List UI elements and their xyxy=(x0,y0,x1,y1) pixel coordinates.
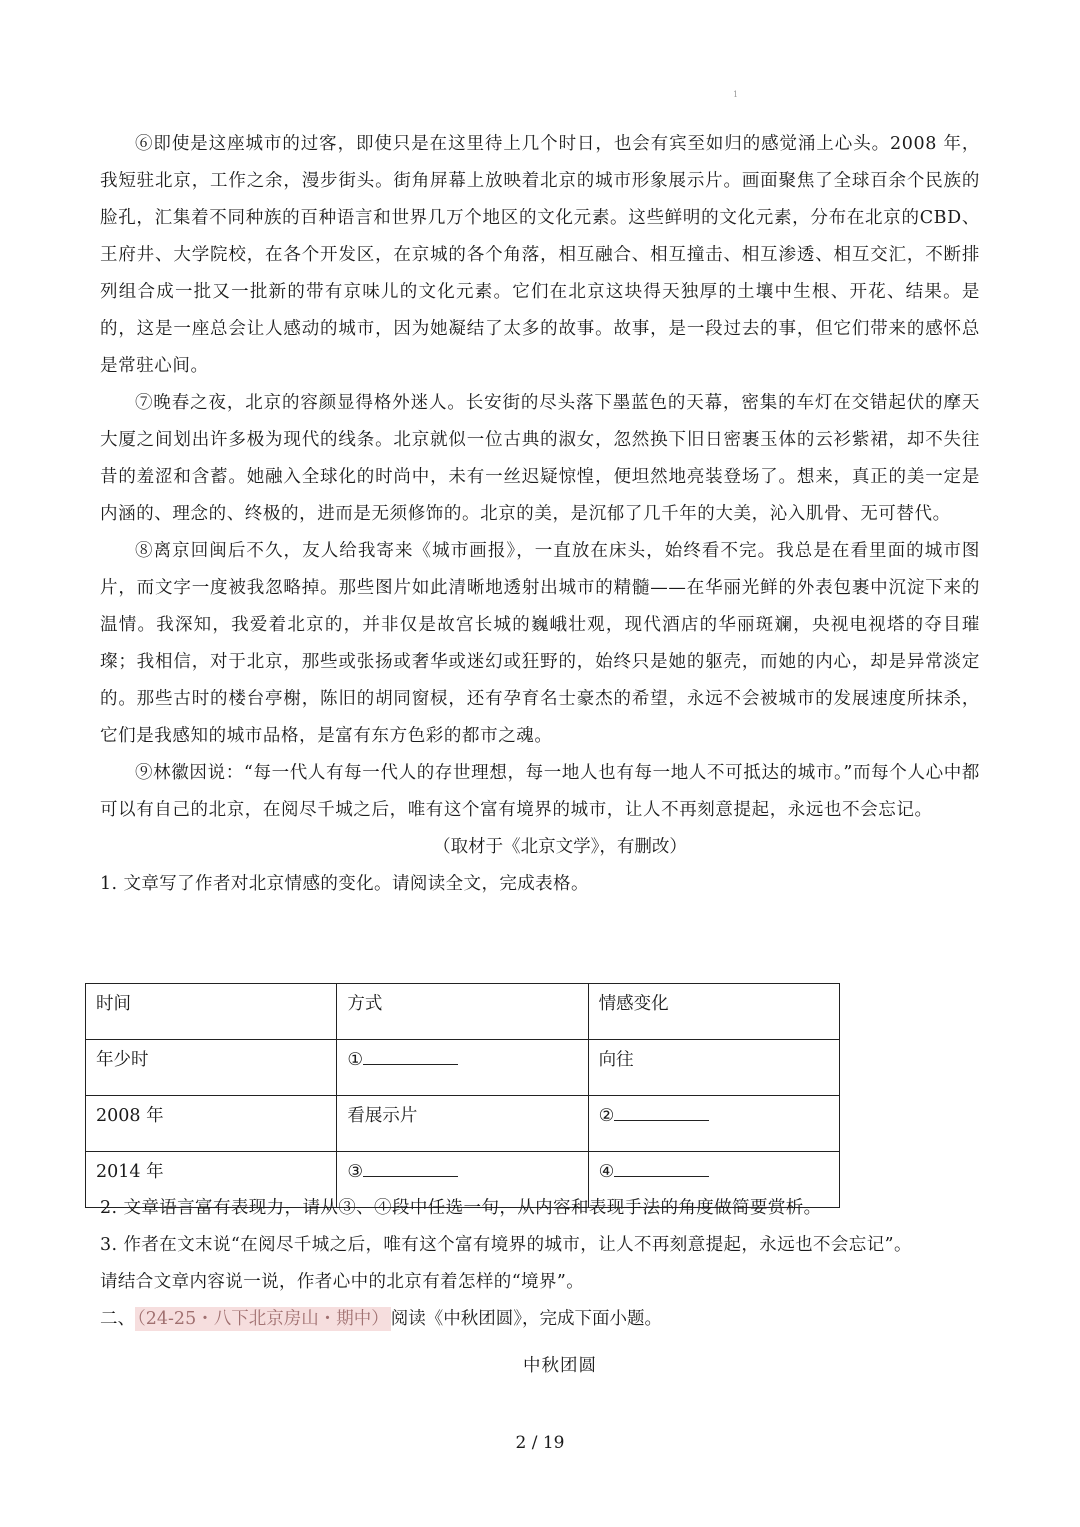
blank-line xyxy=(363,1158,458,1177)
question-2: 2. 文章语言富有表现力，请从③、④段中任选一句，从内容和表现手法的角度做简要赏析。 xyxy=(100,1198,822,1218)
answer-blank-cell[interactable] xyxy=(588,1096,839,1152)
section-instruction: 阅读《中秋团圆》，完成下面小题。 xyxy=(390,1309,662,1329)
paragraph-9: ⑨林徽因说：“每一代人有每一代人的存世理想，每一地人也有每一地人不可抵达的城市。”而每个人心中都可以有自己的北京，在阅尽千城之后，唯有这个富有境界的城市，让人不再刻意提起，永远也不会忘记。 xyxy=(100,763,980,820)
table-cell: 看展示片 xyxy=(337,1096,588,1152)
question-3-continued: 请结合文章内容说一说，作者心中的北京有着怎样的“境界”。 xyxy=(100,1272,585,1292)
table-header-cell: 时间 xyxy=(86,984,337,1040)
blank-marker: ① xyxy=(347,1050,364,1070)
story-title: 中秋团圆 xyxy=(523,1356,597,1376)
table-header-cell: 方式 xyxy=(337,984,588,1040)
questions-section xyxy=(100,1190,1000,1377)
answer-blank-cell[interactable] xyxy=(337,1040,588,1096)
paragraph-6: ⑥即使是这座城市的过客，即使只是在这里待上几个时日，也会有宾至如归的感觉涌上心头。2008 年，我短驻北京，工作之余，漫步街头。街角屏幕上放映着北京的城市形象展示片。画面聚焦了全球百余个民族的脸孔，汇集着不同种族的百种语言和世界几万个地区的文化元素。这些鲜明的文化元素，分布在北京的CBD、王府井、大学院校，在各个开发区，在京城的各个角落，相互融合、相互撞击、相互渗透、相互交汇，不断排列组合成一批又一批新的带有京味儿的文化元素。它们在北京这块得天独厚的土壤中生根、开花、结果。是的，这是一座总会让人感动的城市，因为她凝结了太多的故事。故事，是一段过去的事，但它们带来的感怀总是常驻心间。 xyxy=(100,134,980,376)
question-3: 3. 作者在文末说“在阅尽千城之后，唯有这个富有境界的城市，让人不再刻意提起，永远也不会忘记”。 xyxy=(100,1235,912,1255)
paragraph-8: ⑧离京回闽后不久，友人给我寄来《城市画报》，一直放在床头，始终看不完。我总是在看里面的城市图片，而文字一度被我忽略掉。那些图片如此清晰地透射出城市的精髓——在华丽光鲜的外表包裹中沉淀下来的温情。我深知，我爱着北京的，并非仅是故宫长城的巍峨壮观，现代酒店的华丽斑斓，央视电视塔的夺目璀璨；我相信，对于北京，那些或张扬或奢华或迷幻或狂野的，始终只是她的躯壳，而她的内心，却是异常淡定的。那些古时的楼台亭榭，陈旧的胡同窗棂，还有孕育名士豪杰的希望，永远不会被城市的发展速度所抹杀，它们是我感知的城市品格，是富有东方色彩的都市之魂。 xyxy=(100,541,980,746)
table-header-row xyxy=(86,984,840,1040)
blank-line xyxy=(614,1102,709,1121)
table-cell: 年少时 xyxy=(86,1040,337,1096)
source-note: （取材于《北京文学》，有删改） xyxy=(433,837,687,857)
table-cell: 2008 年 xyxy=(86,1096,337,1152)
blank-marker: ③ xyxy=(347,1162,364,1182)
reading-passage xyxy=(100,126,980,903)
table-cell: 向往 xyxy=(588,1040,839,1096)
source-tag: （24-25・八下北京房山・期中） xyxy=(137,1309,389,1329)
blank-line xyxy=(363,1046,458,1065)
header-mark: 1 xyxy=(733,90,739,99)
section-prefix: 二、 xyxy=(100,1309,135,1329)
table-row xyxy=(86,1096,840,1152)
question-1: 1. 文章写了作者对北京情感的变化。请阅读全文，完成表格。 xyxy=(100,874,589,894)
blank-marker: ④ xyxy=(598,1162,615,1182)
blank-line xyxy=(614,1158,709,1177)
table-header-cell: 情感变化 xyxy=(588,984,839,1040)
table-cell: 2014 年 xyxy=(86,1152,337,1208)
blank-marker: ② xyxy=(598,1106,615,1126)
answer-table xyxy=(85,983,840,1208)
paragraph-7: ⑦晚春之夜，北京的容颜显得格外迷人。长安街的尽头落下墨蓝色的天幕，密集的车灯在交错起伏的摩天大厦之间划出许多极为现代的线条。北京就似一位古典的淑女，忽然换下旧日密裹玉体的云衫紫裙，却不失往昔的羞涩和含蓄。她融入全球化的时尚中，未有一丝迟疑惊惶，便坦然地亮装登场了。想来，真正的美一定是内涵的、理念的、终极的，进而是无须修饰的。北京的美，是沉郁了几千年的大美，沁入肌骨、无可替代。 xyxy=(100,393,980,524)
table-row xyxy=(86,1040,840,1096)
section-2-heading xyxy=(100,1301,1000,1338)
page-number: 2 / 19 xyxy=(515,1433,565,1453)
